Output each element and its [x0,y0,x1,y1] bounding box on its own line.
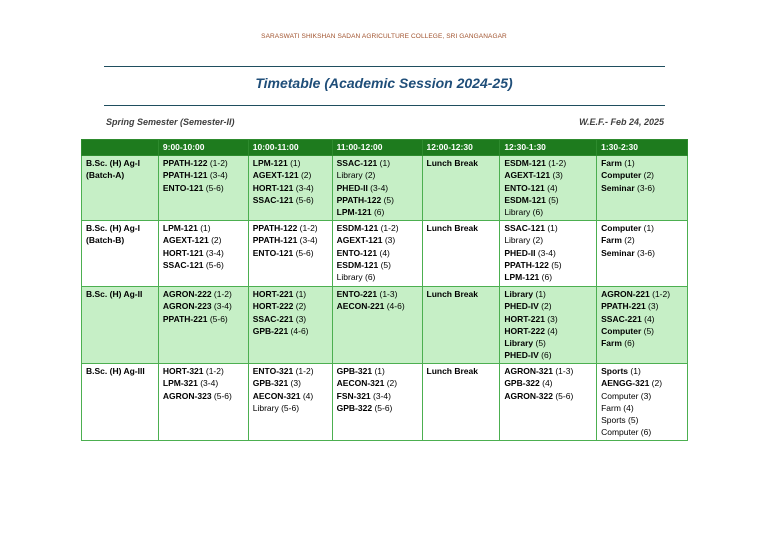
session-slots: (4) [377,247,390,258]
class-entry [337,247,418,259]
timetable-cell [500,156,597,221]
class-entry [601,377,683,389]
session-slots: (6) [539,272,553,283]
class-entry [163,300,244,312]
course-code: AGRON-222 [162,289,212,299]
course-code: FSN-321 [336,390,371,401]
timetable-cell [597,364,688,441]
class-entry [337,300,418,312]
course-code: Library [504,338,534,349]
course-code: PPATH-122 [252,223,298,233]
session-slots: (1-2) [203,366,224,376]
course-code: SSAC-221 [601,313,642,324]
class-entry [427,365,496,377]
class-entry [163,234,244,246]
class-entry [253,247,328,259]
course-code: AENGG-321 [601,378,650,389]
class-entry [163,390,244,402]
class-entry [337,377,418,389]
class-entry [163,222,244,234]
class-entry [337,234,418,246]
timetable-cell [158,156,248,221]
timetable-cell [422,221,500,287]
course-code: HORT-121 [252,182,294,193]
timetable-cell [422,287,500,364]
course-code: Farm [601,235,622,246]
course-code: AECON-321 [336,378,385,389]
course-code: AGRON-221 [601,289,650,299]
course-code: Seminar [601,247,635,258]
class-entry [601,288,683,300]
batch-label-line: B.Sc. (H) Ag-II [86,289,143,299]
timetable-cell [597,221,688,287]
session-slots: (1) [628,366,641,376]
table-row [82,221,688,287]
course-code: Computer [601,223,642,233]
course-code: Computer [601,170,642,181]
class-entry [601,402,683,414]
class-entry [427,288,496,300]
class-entry [253,313,328,325]
class-entry [163,169,244,181]
course-code: GPB-322 [504,378,540,389]
session-slots: (6) [538,350,552,361]
class-entry [253,234,328,246]
class-entry [253,194,328,206]
course-code: Sports [601,366,629,376]
header-cell: 12:00-12:30 [422,140,500,156]
session-slots: (3-4) [203,247,224,258]
session-slots: (3-4) [370,390,391,401]
page-title: Timetable (Academic Session 2024-25) [255,75,513,91]
course-code: AGRON-322 [504,390,553,401]
batch-label-line: (Batch-B) [86,235,125,246]
session-slots: (1-2) [211,289,232,299]
session-slots: (3-4) [535,247,556,258]
session-slots: Farm (4) [601,402,634,413]
session-slots: (5-6) [203,182,224,193]
timetable-cell [332,156,422,221]
session-slots: (1) [293,289,307,299]
timetable-cell [248,364,332,441]
session-slots: (5) [548,259,562,270]
class-entry [337,271,418,283]
class-entry [337,182,418,194]
timetable-cell [158,364,248,441]
course-code: PPATH-221 [601,301,646,312]
session-slots: (1-2) [297,223,318,233]
course-code: LPM-121 [252,158,288,168]
batch-label-line: (Batch-A) [86,170,125,181]
class-entry [601,365,683,377]
class-entry [163,247,244,259]
course-code: PHED-II [336,182,368,193]
course-code: AECON-321 [252,390,301,401]
class-entry [427,222,496,234]
course-code: AGEXT-121 [162,235,209,246]
course-code: HORT-321 [162,366,204,376]
class-entry [504,337,592,349]
session-slots: (5) [641,325,654,336]
session-slots: Computer (3) [601,390,652,401]
class-entry [337,157,418,169]
timetable-cell [597,287,688,364]
session-slots: (3-4) [293,182,314,193]
course-code: SSAC-121 [162,259,204,270]
timetable-cell [500,287,597,364]
timetable-cell [422,156,500,221]
course-code: PHED-IV [504,301,539,312]
class-entry [253,288,328,300]
session-slots: Library (5-6) [252,402,300,413]
course-code: PPATH-122 [162,158,208,168]
header-cell [82,140,159,156]
class-entry [504,325,592,337]
course-code: Lunch Break [426,289,478,299]
course-code: PPATH-121 [162,170,208,181]
course-code: AGEXT-121 [336,235,383,246]
class-entry [253,169,328,181]
course-code: ENTO-121 [336,247,378,258]
header-cell: 9:00-10:00 [158,140,248,156]
batch-label-line: B.Sc. (H) Ag-I [86,158,140,168]
session-slots: (1) [287,158,301,168]
course-code: SSAC-121 [336,158,378,168]
timetable-cell [248,287,332,364]
course-code: ESDM-121 [336,259,379,270]
course-code: PPATH-122 [504,259,549,270]
batch-label-line: B.Sc. (H) Ag-I [86,223,140,233]
class-entry [504,182,592,194]
class-entry [601,414,683,426]
session-slots: (3-4) [297,235,318,246]
course-code: HORT-121 [162,247,204,258]
course-code: GPB-321 [336,366,373,376]
session-slots: Library (2) [336,170,376,181]
session-slots: (5-6) [552,390,574,401]
course-code: HORT-222 [252,301,294,312]
session-slots: (1-2) [293,366,314,376]
session-slots: (3) [288,378,301,389]
course-code: ENTO-121 [162,182,204,193]
class-entry [253,365,328,377]
header-cell: 1:30-2:30 [597,140,688,156]
session-slots: (2) [384,378,398,389]
session-slots: (1) [533,289,546,299]
course-code: ENTO-121 [252,247,294,258]
course-code: Lunch Break [426,223,478,233]
class-entry [504,222,592,234]
session-slots: (1) [197,223,211,233]
class-entry [163,313,244,325]
session-slots: (3) [293,313,307,324]
header-cell: 10:00-11:00 [248,140,332,156]
session-slots: Library (6) [336,272,376,283]
course-code: AGRON-323 [162,390,212,401]
class-entry [427,157,496,169]
session-slots: (2) [621,235,635,246]
class-entry [163,377,244,389]
batch-label-line: B.Sc. (H) Ag-III [86,366,145,376]
class-entry [253,222,328,234]
course-code: LPM-121 [336,207,372,218]
session-slots: (2) [649,378,663,389]
class-entry [601,325,683,337]
class-entry [504,169,592,181]
timetable-cell [248,156,332,221]
class-entry [601,247,683,259]
class-entry [601,222,683,234]
table-row [82,364,688,441]
timetable-cell [422,364,500,441]
session-slots: (2) [298,170,312,181]
session-slots: (4-6) [384,301,405,312]
course-code: ESDM-121 [504,158,546,168]
timetable [81,139,688,441]
course-code: PHED-IV [504,350,539,361]
course-code: HORT-221 [252,289,294,299]
session-slots: (1) [544,223,558,233]
session-slots: (3-4) [207,170,228,181]
class-entry [337,222,418,234]
session-slots: (5-6) [207,313,228,324]
class-entry [504,365,592,377]
course-code: ENTO-321 [252,366,294,376]
session-slots: (1-2) [378,223,399,233]
course-code: ENTO-221 [336,289,378,299]
session-slots: (2) [538,301,552,312]
class-entry [253,300,328,312]
course-code: Lunch Break [426,158,478,168]
course-code: GPB-221 [252,325,289,336]
session-slots: (5-6) [203,259,224,270]
timetable-cell [332,287,422,364]
course-code: GPB-322 [336,402,373,413]
class-entry [601,157,683,169]
session-slots: (4) [544,182,558,193]
class-entry [504,390,592,402]
class-entry [601,169,683,181]
session-slots: (3-6) [634,247,655,258]
course-code: SSAC-121 [252,194,294,205]
header-cell: 12:30-1:30 [500,140,597,156]
class-entry [163,288,244,300]
college-name: SARASWATI SHIKSHAN SADAN AGRICULTURE COLLEGE, SRI GANGANAGAR [261,33,507,40]
session-slots: (4) [641,313,655,324]
class-entry [601,337,683,349]
class-entry [337,365,418,377]
class-entry [337,194,418,206]
class-entry [504,206,592,218]
class-entry [504,157,592,169]
session-slots: (3) [645,301,659,312]
class-entry [601,390,683,402]
timetable-cell [248,221,332,287]
session-slots: (5-6) [293,247,314,258]
class-entry [163,365,244,377]
class-entry [504,259,592,271]
course-code: LPM-121 [162,223,198,233]
class-entry [504,377,592,389]
session-slots: (1) [621,158,635,168]
session-slots: (3) [382,235,396,246]
session-slots: Sports (5) [601,415,639,426]
session-slots: (1-3) [552,366,574,376]
class-entry [337,169,418,181]
course-code: AGEXT-121 [252,170,299,181]
class-entry [601,300,683,312]
session-slots: (1-2) [545,158,567,168]
batch-label [82,156,159,221]
course-code: Farm [601,158,622,168]
class-entry [601,234,683,246]
course-code: Library [504,289,534,299]
timetable-cell [500,364,597,441]
table-row [82,287,688,364]
class-entry [337,390,418,402]
session-slots: (3) [544,313,558,324]
session-slots: (1) [641,223,654,233]
class-entry [504,234,592,246]
semester-label: Spring Semester (Semester-II) [106,117,235,127]
timetable-cell [332,364,422,441]
title-divider [104,105,665,106]
course-code: PPATH-121 [252,235,298,246]
top-divider [104,66,665,67]
session-slots: (2) [641,170,654,181]
session-slots: (3-4) [367,182,389,193]
session-slots: (4) [300,390,314,401]
timetable-cell [332,221,422,287]
session-slots: (2) [208,235,222,246]
class-entry [504,194,592,206]
class-entry [504,349,592,361]
course-code: AECON-221 [336,301,385,312]
course-code: Computer [601,325,642,336]
class-entry [163,182,244,194]
session-slots: (5-6) [293,194,314,205]
session-slots: (5) [378,259,391,270]
session-slots: (3-6) [634,182,655,193]
class-entry [337,206,418,218]
session-slots: (5) [533,338,546,349]
session-slots: (5-6) [211,390,232,401]
class-entry [253,325,328,337]
class-entry [253,390,328,402]
session-slots: (5) [381,194,394,205]
session-slots: (1-2) [207,158,228,168]
class-entry [253,157,328,169]
class-entry [337,259,418,271]
wef-date: W.E.F.- Feb 24, 2025 [579,117,664,127]
course-code: Lunch Break [426,366,478,376]
session-slots: (6) [621,338,635,349]
session-slots: (4) [544,325,558,336]
session-slots: (1) [377,158,391,168]
course-code: GPB-321 [252,378,289,389]
course-code: HORT-222 [504,325,545,336]
timetable-cell [158,221,248,287]
course-code: AGRON-321 [504,366,553,376]
class-entry [253,402,328,414]
session-slots: (5) [545,194,559,205]
session-slots: (1-2) [649,289,671,299]
session-slots: Library (2) [504,235,544,246]
session-slots: (1) [372,366,385,376]
course-code: PHED-II [504,247,536,258]
class-entry [601,313,683,325]
class-entry [337,402,418,414]
class-entry [253,182,328,194]
session-slots: (3-4) [211,301,232,312]
session-slots: (4-6) [288,325,309,336]
class-entry [504,271,592,283]
timetable-cell [158,287,248,364]
session-slots: (3-4) [197,378,219,389]
course-code: Seminar [601,182,635,193]
timetable-cell [500,221,597,287]
course-code: SSAC-121 [504,223,545,233]
course-code: PPATH-221 [162,313,208,324]
class-entry [601,182,683,194]
course-code: Farm [601,338,622,349]
session-slots: (1-3) [377,289,398,299]
course-code: ESDM-121 [336,223,379,233]
class-entry [504,288,592,300]
class-entry [163,157,244,169]
course-code: SSAC-221 [252,313,294,324]
batch-label [82,287,159,364]
course-code: AGRON-223 [162,301,212,312]
session-slots: (6) [371,207,385,218]
course-code: ENTO-121 [504,182,545,193]
class-entry [504,247,592,259]
class-entry [601,426,683,438]
course-code: LPM-121 [504,272,540,283]
timetable-cell [597,156,688,221]
class-entry [163,259,244,271]
class-entry [504,300,592,312]
course-code: HORT-221 [504,313,545,324]
session-slots: Library (6) [504,207,544,218]
session-slots: (2) [293,301,307,312]
header-cell: 11:00-12:00 [332,140,422,156]
session-slots: Computer (6) [601,427,652,438]
class-entry [504,313,592,325]
session-slots: (3) [550,170,563,181]
course-code: LPM-321 [162,378,198,389]
batch-label [82,364,159,441]
table-row [82,156,688,221]
course-code: PPATH-122 [336,194,382,205]
batch-label [82,221,159,287]
session-slots: (4) [539,378,553,389]
course-code: ESDM-121 [504,194,546,205]
course-code: AGEXT-121 [504,170,551,181]
class-entry [337,288,418,300]
class-entry [253,377,328,389]
session-slots: (5-6) [372,402,393,413]
header-row [82,140,688,156]
